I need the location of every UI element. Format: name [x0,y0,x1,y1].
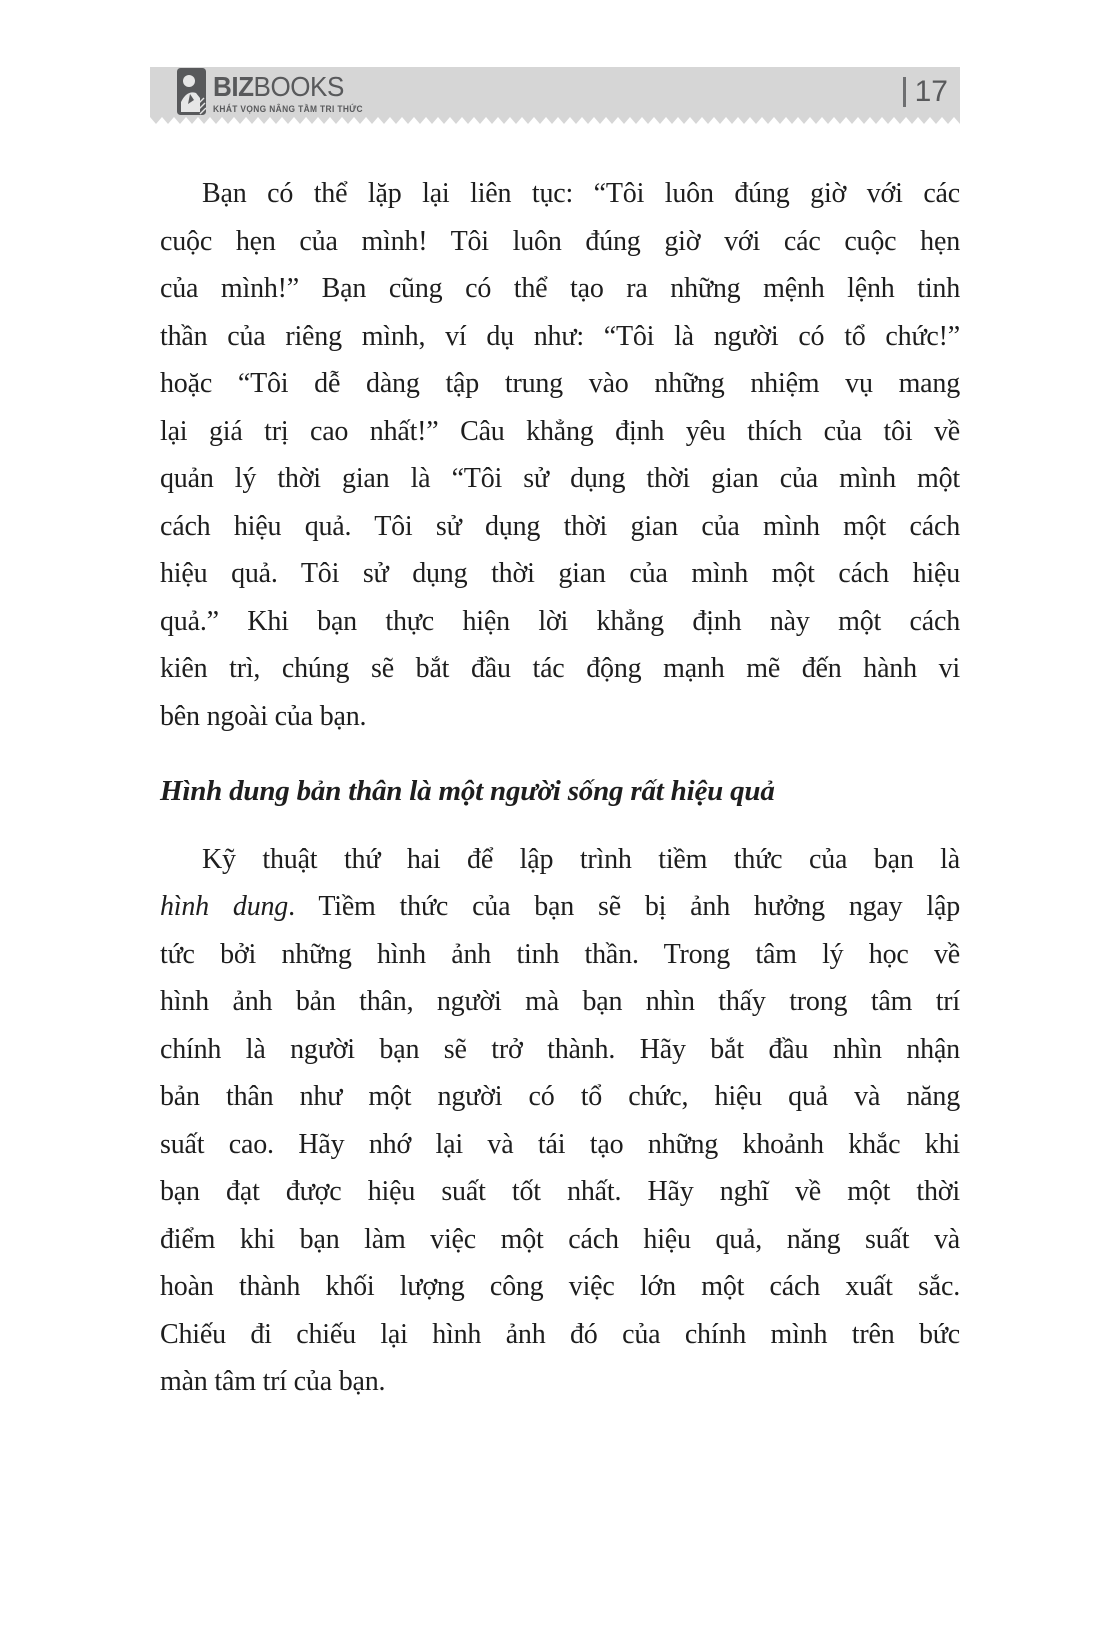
text-line: cách hiệu quả. Tôi sử dụng thời gian của mình một cách [160,510,960,542]
text-line: kiên trì, chúng sẽ bắt đầu tác động mạnh mẽ đến hành vi [160,653,960,684]
text-line: hiệu quả. Tôi sử dụng thời gian của mình một cách hiệu [160,558,960,589]
paragraph [160,170,960,740]
text-line: bạn đạt được hiệu suất tốt nhất. Hãy nghĩ về một thời [160,1176,960,1207]
emphasis-text: hình dung [160,891,289,922]
brand-name-bold: BIZ [213,71,254,102]
bizbooks-logo [177,68,374,115]
text-line: tức bởi những hình ảnh tinh thần. Trong tâm lý học về [160,938,960,970]
text-line: màn tâm trí của bạn. [160,1366,386,1397]
text-line: quả.” Khi bạn thực hiện lời khẳng định này một cách [160,605,960,637]
text-line: Kỹ thuật thứ hai để lập trình tiềm thức của bạn là [202,843,960,875]
brand-tagline: KHÁT VỌNG NÂNG TẦM TRI THỨC [213,104,363,114]
text-line: quản lý thời gian là “Tôi sử dụng thời gian của mình một [160,463,960,494]
text-line: suất cao. Hãy nhớ lại và tái tạo những khoảnh khắc khi [160,1128,960,1160]
section-heading: Hình dung bản thân là một người sống rất hiệu quả [160,775,775,807]
brand-name [213,73,363,101]
paragraph [160,836,960,1406]
page-header [150,67,960,117]
page-number-block [903,67,948,117]
text-line: bên ngoài của bạn. [160,700,367,732]
text-line: hoặc “Tôi dễ dàng tập trung vào những nhiệm vụ mang [160,368,960,399]
header-perforated-edge [150,117,960,125]
text-line: điểm khi bạn làm việc một cách hiệu quả, năng suất và [160,1223,960,1255]
text-line: bản thân như một người có tổ chức, hiệu quả và năng [160,1081,960,1112]
text-line: hoàn thành khối lượng công việc lớn một cách xuất sắc. [160,1271,960,1302]
page-content [160,170,960,1406]
text-line: của mình!” Bạn cũng có thể tạo ra những mệnh lệnh tinh [160,273,960,304]
text-line: lại giá trị cao nhất!” Câu khẳng định yêu thích của tôi về [160,415,960,447]
brand-text-block [213,68,363,114]
text-line: cuộc hẹn của mình! Tôi luôn đúng giờ với các cuộc hẹn [160,225,960,257]
text-line: hình ảnh bản thân, người mà bạn nhìn thấy trong tâm trí [160,986,960,1017]
page-number: 17 [914,75,948,108]
bizbooks-logo-icon [177,68,206,115]
text-line: chính là người bạn sẽ trở thành. Hãy bắt đầu nhìn nhận [160,1033,960,1065]
text-line: Bạn có thể lặp lại liên tục: “Tôi luôn đúng giờ với các [202,178,960,209]
page-number-separator [903,77,906,107]
text-line: thần của riêng mình, ví dụ như: “Tôi là người có tổ chức!” [160,320,960,352]
brand-name-light: BOOKS [253,71,344,102]
plain-text: . Tiềm thức của bạn sẽ bị ảnh hưởng ngay lập [288,891,960,922]
text-line [160,883,960,931]
text-line: Chiếu đi chiếu lại hình ảnh đó của chính mình trên bức [160,1318,960,1350]
